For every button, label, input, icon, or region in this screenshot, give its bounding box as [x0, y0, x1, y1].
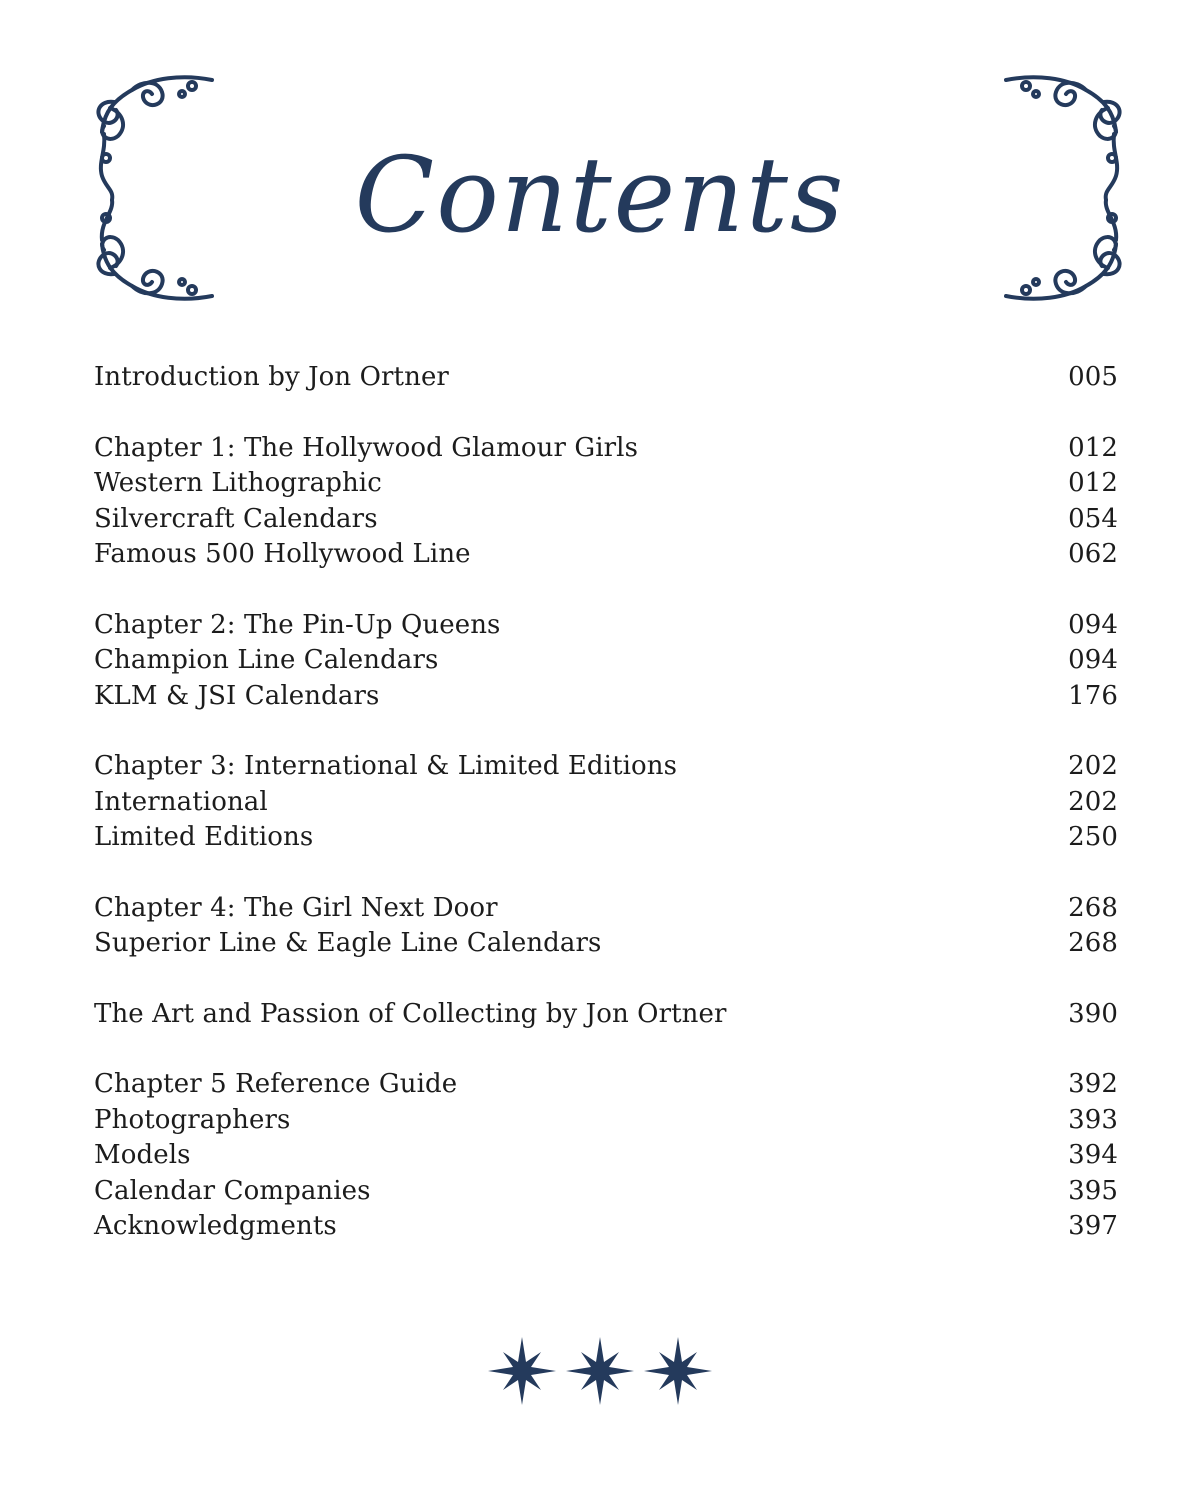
toc-entry[interactable]	[94, 749, 1118, 785]
toc-entry-label: Chapter 3: International & Limited Editions	[94, 751, 678, 781]
toc-entry-label: Models	[94, 1140, 191, 1170]
toc-entry-label: Superior Line & Eagle Line Calendars	[94, 928, 602, 958]
toc-entry[interactable]	[94, 679, 1118, 715]
toc-group	[94, 749, 1118, 856]
toc-entry-label: Champion Line Calendars	[94, 645, 439, 675]
toc-entry[interactable]	[94, 926, 1118, 962]
toc-entry[interactable]	[94, 785, 1118, 821]
toc-entry-page-number: 395	[1068, 1175, 1118, 1206]
toc-entry-page-number: 392	[1068, 1069, 1118, 1099]
toc-entry-page-number: 094	[1068, 645, 1118, 675]
eight-point-star-icon	[564, 1335, 636, 1407]
toc-group	[94, 431, 1118, 573]
toc-entry-label: Chapter 2: The Pin-Up Queens	[94, 609, 501, 640]
toc-entry-label: Western Lithographic	[94, 468, 382, 498]
toc-entry-page-number: 202	[1068, 751, 1118, 781]
toc-entry[interactable]	[94, 1209, 1118, 1245]
toc-entry[interactable]	[94, 1174, 1118, 1210]
toc-entry[interactable]	[94, 431, 1118, 467]
toc-entry-page-number: 394	[1068, 1140, 1118, 1170]
toc-entry-label: Famous 500 Hollywood Line	[94, 539, 471, 569]
toc-entry[interactable]	[94, 537, 1118, 573]
toc-entry[interactable]	[94, 1138, 1118, 1174]
toc-entry-label: Silvercraft Calendars	[94, 503, 378, 534]
toc-entry-page-number: 012	[1068, 432, 1118, 463]
toc-entry-page-number: 012	[1068, 468, 1118, 498]
toc-entry[interactable]	[94, 466, 1118, 502]
toc-entry-page-number: 176	[1068, 680, 1118, 711]
toc-entry-label: Chapter 4: The Girl Next Door	[94, 892, 498, 923]
toc-entry-label: Calendar Companies	[94, 1175, 371, 1206]
toc-group	[94, 360, 1118, 396]
toc-entry-label: Introduction by Jon Ortner	[94, 362, 449, 392]
toc-entry[interactable]	[94, 820, 1118, 856]
toc-entry[interactable]	[94, 608, 1118, 644]
toc-entry-label: Chapter 5 Reference Guide	[94, 1069, 458, 1099]
toc-entry-label: Acknowledgments	[94, 1211, 337, 1241]
toc-entry[interactable]	[94, 891, 1118, 927]
toc-group	[94, 997, 1118, 1033]
toc-entry-label: Limited Editions	[94, 822, 314, 852]
toc-entry-page-number: 202	[1068, 786, 1118, 817]
page-title: Contents	[354, 134, 846, 256]
toc-entry-page-number: 397	[1068, 1211, 1118, 1241]
toc-entry[interactable]	[94, 360, 1118, 396]
toc-entry-label: Photographers	[94, 1104, 291, 1135]
toc-entry-label: KLM & JSI Calendars	[94, 680, 380, 711]
table-of-contents	[94, 360, 1118, 1280]
toc-entry-page-number: 250	[1068, 822, 1118, 852]
toc-entry-label: International	[94, 786, 268, 817]
star-divider	[0, 1335, 1200, 1409]
toc-entry-page-number: 393	[1068, 1104, 1118, 1135]
toc-entry-page-number: 054	[1068, 503, 1118, 534]
eight-point-star-icon	[486, 1335, 558, 1407]
toc-group	[94, 891, 1118, 962]
toc-group	[94, 608, 1118, 715]
toc-entry[interactable]	[94, 997, 1118, 1033]
toc-entry-label: Chapter 1: The Hollywood Glamour Girls	[94, 432, 639, 463]
toc-entry[interactable]	[94, 643, 1118, 679]
toc-entry-page-number: 268	[1068, 928, 1118, 958]
toc-entry-page-number: 268	[1068, 892, 1118, 923]
toc-entry-label: The Art and Passion of Collecting by Jon Ortner	[94, 998, 727, 1029]
toc-entry[interactable]	[94, 502, 1118, 538]
toc-entry-page-number: 062	[1068, 539, 1118, 569]
toc-entry[interactable]	[94, 1067, 1118, 1103]
toc-entry[interactable]	[94, 1103, 1118, 1139]
toc-group	[94, 1067, 1118, 1245]
eight-point-star-icon	[642, 1335, 714, 1407]
toc-entry-page-number: 005	[1068, 362, 1118, 392]
toc-entry-page-number: 390	[1068, 998, 1118, 1029]
toc-entry-page-number: 094	[1068, 609, 1118, 640]
